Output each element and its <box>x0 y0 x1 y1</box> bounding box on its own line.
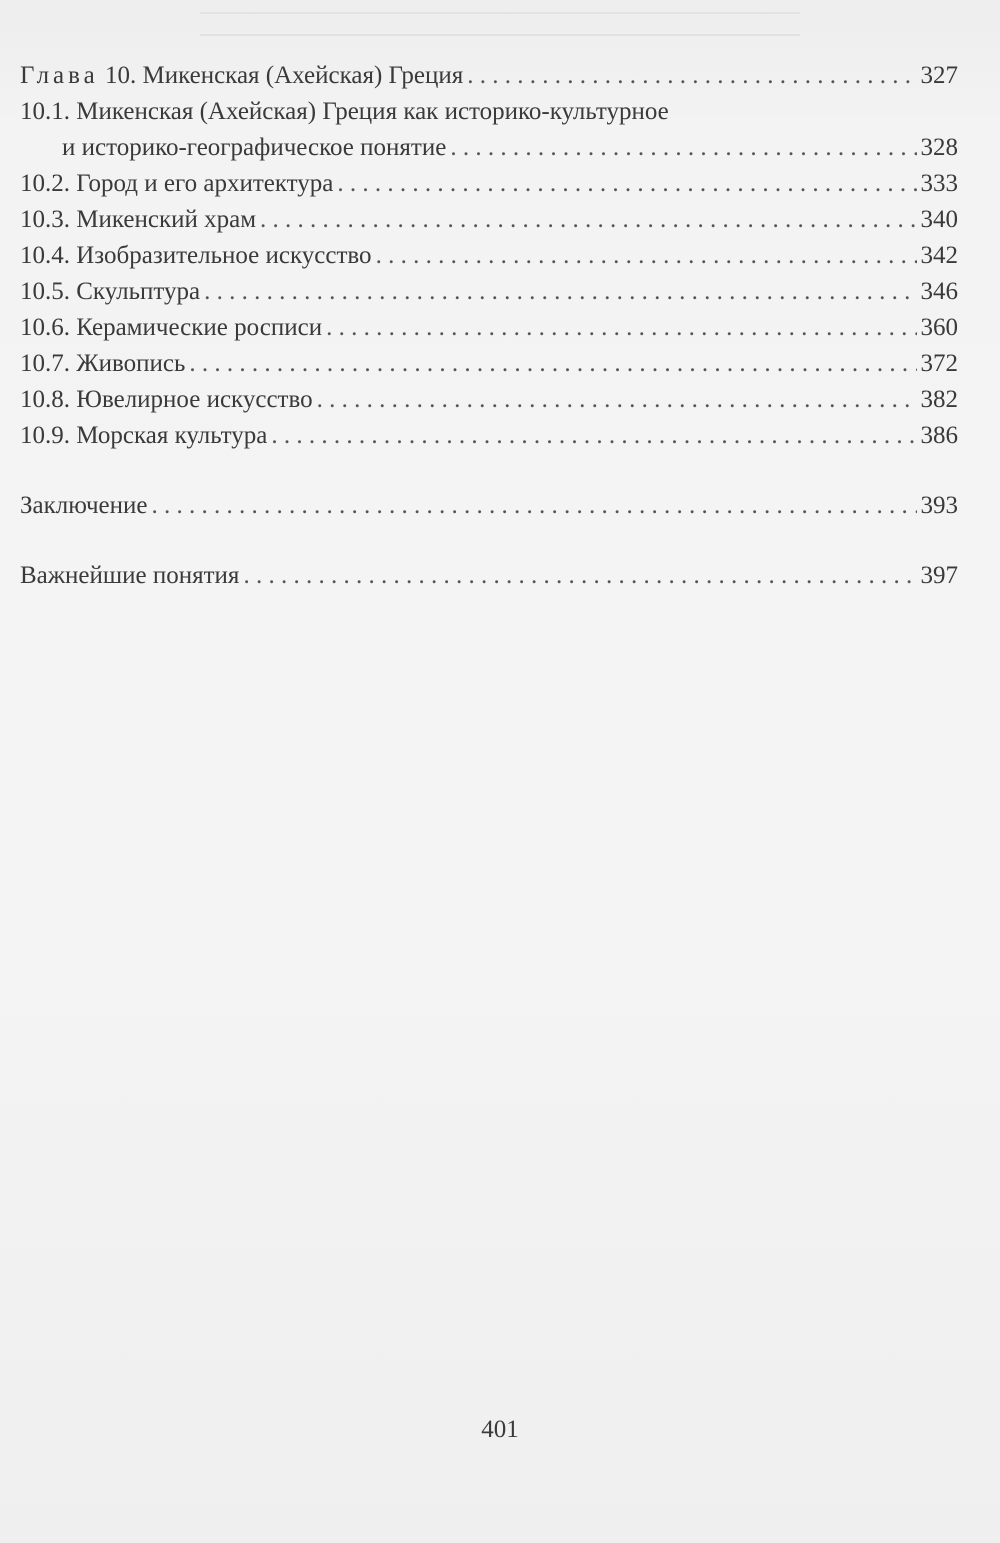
toc-entry-title: 10.9. Морская культура <box>20 422 268 449</box>
dot-leader <box>243 558 916 594</box>
toc-entry-10-1-line2 <box>20 130 958 166</box>
dot-leader <box>271 418 916 454</box>
toc-entry-10-9 <box>20 418 958 454</box>
toc-entry-title: 10.2. Город и его архитектура <box>20 170 334 197</box>
toc-chapter-title <box>20 58 463 94</box>
toc-entry-title: 10.7. Живопись <box>20 350 186 377</box>
toc-spacer <box>20 454 958 488</box>
chapter-prefix: Глава <box>20 62 99 89</box>
toc-spacer <box>20 524 958 558</box>
toc-entry-10-2 <box>20 166 958 202</box>
toc-page-number: 397 <box>920 562 958 589</box>
show-through-text <box>200 0 800 48</box>
toc-page-number: 346 <box>920 278 958 305</box>
toc-page-number: 328 <box>920 134 958 161</box>
toc-entry-10-3 <box>20 202 958 238</box>
table-of-contents <box>20 58 958 594</box>
toc-page-number: 360 <box>920 314 958 341</box>
toc-page-number: 393 <box>920 492 958 519</box>
toc-page-number: 386 <box>920 422 958 449</box>
chapter-title-text: 10. Микенская (Ахейская) Греция <box>98 62 464 89</box>
toc-entry-title: 10.5. Скульптура <box>20 278 201 305</box>
toc-entry-title: 10.6. Керамические росписи <box>20 314 323 341</box>
toc-entry-10-4 <box>20 238 958 274</box>
toc-entry-10-5 <box>20 274 958 310</box>
toc-page-number: 327 <box>920 62 958 89</box>
toc-entry-title: 10.8. Ювелирное искусство <box>20 386 313 413</box>
toc-page-number: 382 <box>920 386 958 413</box>
toc-entry-10-6 <box>20 310 958 346</box>
dot-leader <box>260 202 916 238</box>
toc-entry-title: 10.1. Микенская (Ахейская) Греция как историко-культурное <box>20 98 669 125</box>
dot-leader <box>326 310 916 346</box>
dot-leader <box>317 382 917 418</box>
dot-leader <box>337 166 916 202</box>
toc-page-number: 333 <box>920 170 958 197</box>
dot-leader <box>152 488 917 524</box>
toc-conclusion <box>20 488 958 524</box>
toc-entry-title: Важнейшие понятия <box>20 562 240 589</box>
page-number: 401 <box>481 1416 519 1443</box>
dot-leader <box>467 58 916 94</box>
toc-page-number: 342 <box>920 242 958 269</box>
toc-glossary <box>20 558 958 594</box>
dot-leader <box>189 346 916 382</box>
toc-page-number: 372 <box>920 350 958 377</box>
dot-leader <box>376 238 917 274</box>
toc-entry-title-continuation: и историко-географическое понятие <box>62 134 447 161</box>
toc-entry-10-8 <box>20 382 958 418</box>
toc-entry-title: 10.4. Изобразительное искусство <box>20 242 372 269</box>
dot-leader <box>450 130 916 166</box>
toc-entry-title: 10.3. Микенский храм <box>20 206 257 233</box>
toc-entry-title: Заключение <box>20 492 148 519</box>
toc-chapter-10 <box>20 58 958 94</box>
dot-leader <box>204 274 916 310</box>
toc-page-number: 340 <box>920 206 958 233</box>
toc-entry-10-1-line1 <box>20 94 958 130</box>
toc-entry-10-7 <box>20 346 958 382</box>
